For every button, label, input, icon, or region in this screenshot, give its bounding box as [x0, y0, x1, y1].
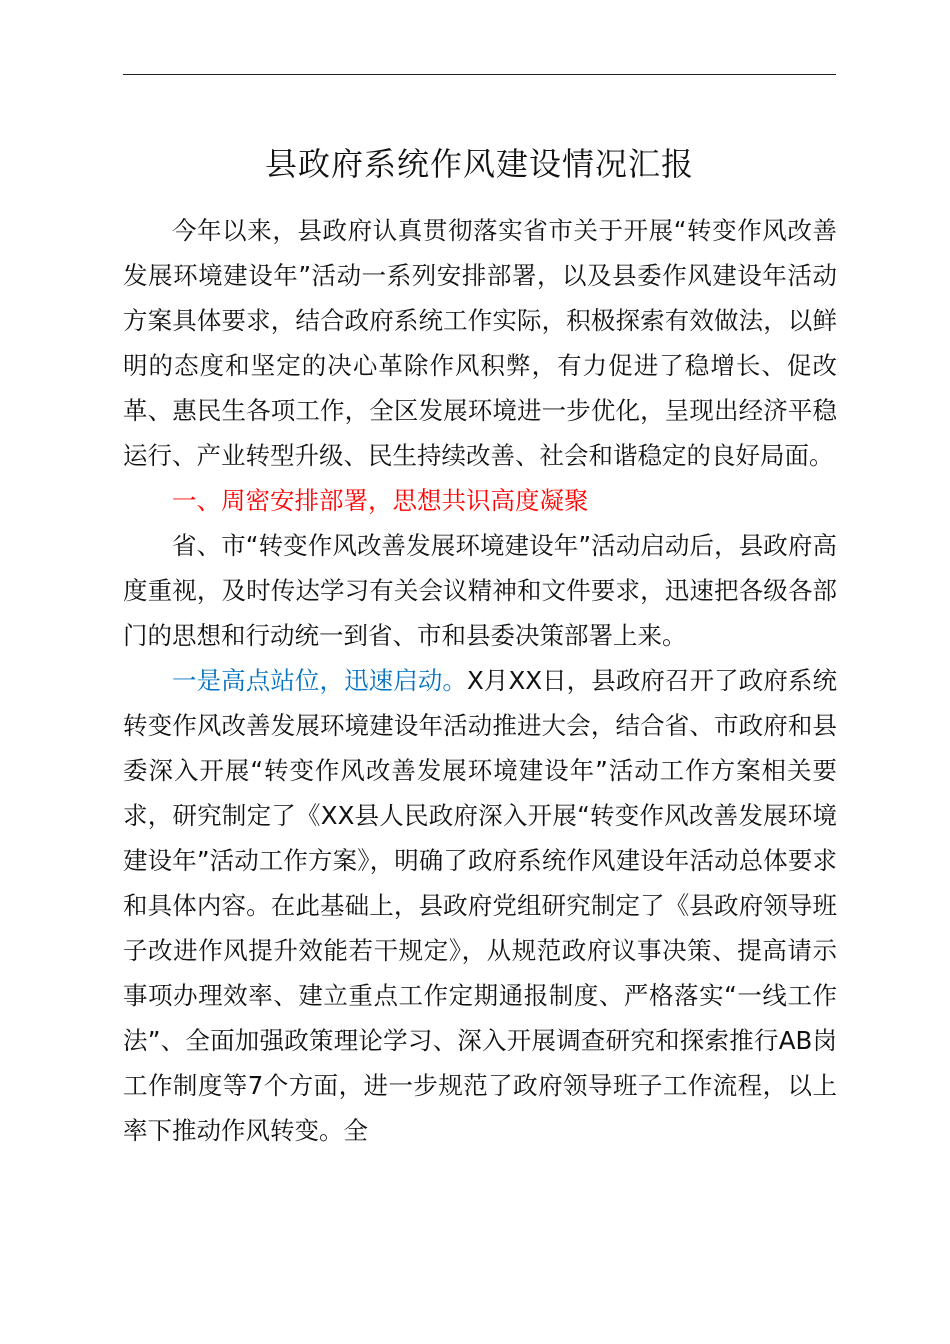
document-body [123, 208, 837, 1153]
header-rule [123, 74, 836, 75]
section-heading-1: 一、周密安排部署，思想共识高度凝聚 [172, 486, 589, 515]
section-1-point-1-paragraph [123, 658, 837, 1153]
point-1-lead: 一是高点站位，迅速启动。 [172, 666, 467, 695]
point-1-text: X月XX日，县政府召开了政府系统转变作风改善发展环境建设年活动推进大会，结合省、市政府和县委深入开展“转变作风改善发展环境建设年”活动工作方案相关要求，研究制定了《XX县人民政府深入开展“转变作风改善发展环境建设年”活动工作方案》，明确了政府系统作风建设年活动总体要求和具体内容。在此基础上，县政府党组研究制定了《县政府领导班子改进作风提升效能若干规定》，从规范政府议事决策、提高请示事项办理效率、建立重点工作定期通报制度、严格落实“一线工作法”、全面加强政策理论学习、深入开展调查研究和探索推行AB岗工作制度等7个方面，进一步规范了政府领导班子工作流程，以上率下推动作风转变。全 [123, 666, 838, 1145]
intro-paragraph: 今年以来，县政府认真贯彻落实省市关于开展“转变作风改善发展环境建设年”活动一系列安排部署，以及县委作风建设年活动方案具体要求，结合政府系统工作实际，积极探索有效做法，以鲜明的态度和坚定的决心革除作风积弊，有力促进了稳增长、促改革、惠民生各项工作，全区发展环境进一步优化，呈现出经济平稳运行、产业转型升级、民生持续改善、社会和谐稳定的良好局面。 [123, 216, 837, 470]
section-1-intro-paragraph: 省、市“转变作风改善发展环境建设年”活动启动后，县政府高度重视，及时传达学习有关会议精神和文件要求，迅速把各级各部门的思想和行动统一到省、市和县委决策部署上来。 [123, 531, 837, 650]
document-title: 县政府系统作风建设情况汇报 [264, 145, 694, 183]
